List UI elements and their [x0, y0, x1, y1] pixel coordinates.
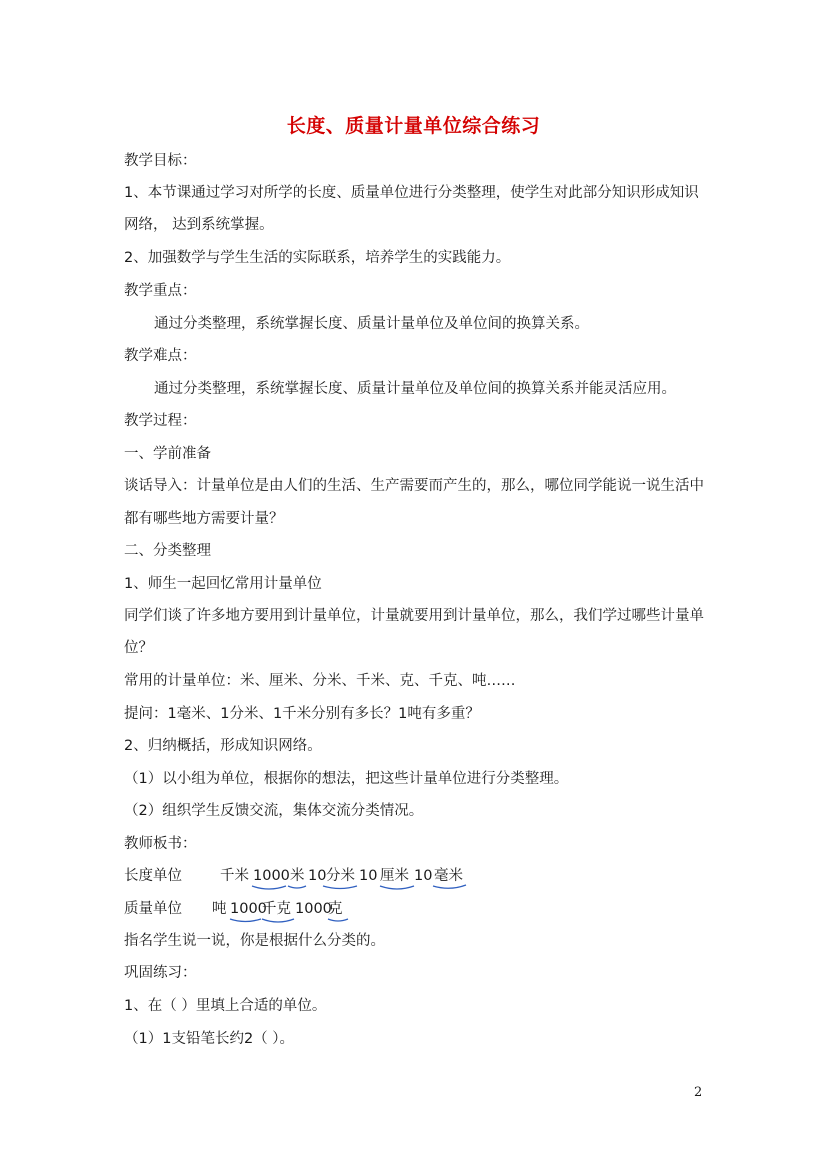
section-heading-objectives: 教学目标： [124, 153, 197, 169]
document-title: 长度、质量计量单位综合练习 [286, 115, 541, 137]
ratio-label: 10 [308, 868, 327, 884]
paragraph-line: 通过分类整理，系统掌握长度、质量计量单位及单位间的换算关系。 [154, 316, 589, 332]
page-number: 2 [694, 1085, 703, 1100]
ratio-label: 10 [414, 868, 433, 884]
section-heading-practice: 巩固练习： [124, 965, 197, 981]
paragraph-line: 都有哪些地方需要计量？ [124, 511, 284, 527]
unit-m: 米 [290, 868, 305, 884]
ratio-label: 10 [359, 868, 378, 884]
paragraph-line: （1）1支铅笔长约2（ ）。 [124, 1031, 295, 1047]
paragraph-line: 2、归纳概括，形成知识网络。 [124, 738, 322, 754]
paragraph-line: 1、本节课通过学习对所学的长度、质量单位进行分类整理，使学生对此部分知识形成知识 [124, 185, 699, 201]
board-length-label: 长度单位 [124, 868, 182, 884]
unit-cm: 厘米 [380, 868, 409, 884]
paragraph-line: 提问：1毫米、1分米、1千米分别有多长？1吨有多重？ [124, 706, 480, 722]
board-mass-row [124, 899, 524, 921]
section-heading-process: 教学过程： [124, 413, 197, 429]
paragraph-line: 1、在（ ）里填上合适的单位。 [124, 998, 327, 1014]
unit-mm: 毫米 [434, 868, 463, 884]
section-heading-key-points: 教学重点： [124, 283, 197, 299]
paragraph-line: 2、加强数学与学生生活的实际联系，培养学生的实践能力。 [124, 250, 511, 266]
paragraph-line: 谈话导入：计量单位是由人们的生活、生产需要而产生的，那么，哪位同学能说一说生活中 [124, 478, 704, 494]
paragraph-line: 常用的计量单位：米、厘米、分米、千米、克、千克、吨…… [124, 673, 516, 689]
paragraph-line: 指名学生说一说，你是根据什么分类的。 [124, 933, 385, 949]
section-heading-board: 教师板书： [124, 836, 197, 852]
ratio-label: 1000 [230, 901, 267, 917]
paragraph-line: （2）组织学生反馈交流，集体交流分类情况。 [124, 803, 424, 819]
unit-t: 吨 [212, 901, 227, 917]
section-heading-preparation: 一、学前准备 [124, 446, 211, 462]
section-heading-classification: 二、分类整理 [124, 543, 211, 559]
paragraph-line: 通过分类整理，系统掌握长度、质量计量单位及单位间的换算关系并能灵活应用。 [154, 381, 676, 397]
paragraph-line: 同学们谈了许多地方要用到计量单位，计量就要用到计量单位，那么，我们学过哪些计量单 [124, 608, 704, 624]
paragraph-line: 网络， 达到系统掌握。 [124, 217, 274, 233]
board-mass-label: 质量单位 [124, 901, 182, 917]
unit-kg: 千克 [262, 901, 291, 917]
paragraph-line: 1、师生一起回忆常用计量单位 [124, 576, 322, 592]
paragraph-line: （1）以小组为单位，根据你的想法，把这些计量单位进行分类整理。 [124, 771, 569, 787]
underline-curves [124, 899, 524, 929]
unit-km: 千米 [220, 868, 249, 884]
board-length-row [124, 866, 524, 888]
ratio-label: 1000 [295, 901, 332, 917]
underline-curves [124, 866, 524, 896]
paragraph-line: 位？ [124, 640, 153, 656]
unit-dm: 分米 [326, 868, 355, 884]
unit-g: 克 [328, 901, 343, 917]
section-heading-difficulties: 教学难点： [124, 348, 197, 364]
ratio-label: 1000 [253, 868, 290, 884]
